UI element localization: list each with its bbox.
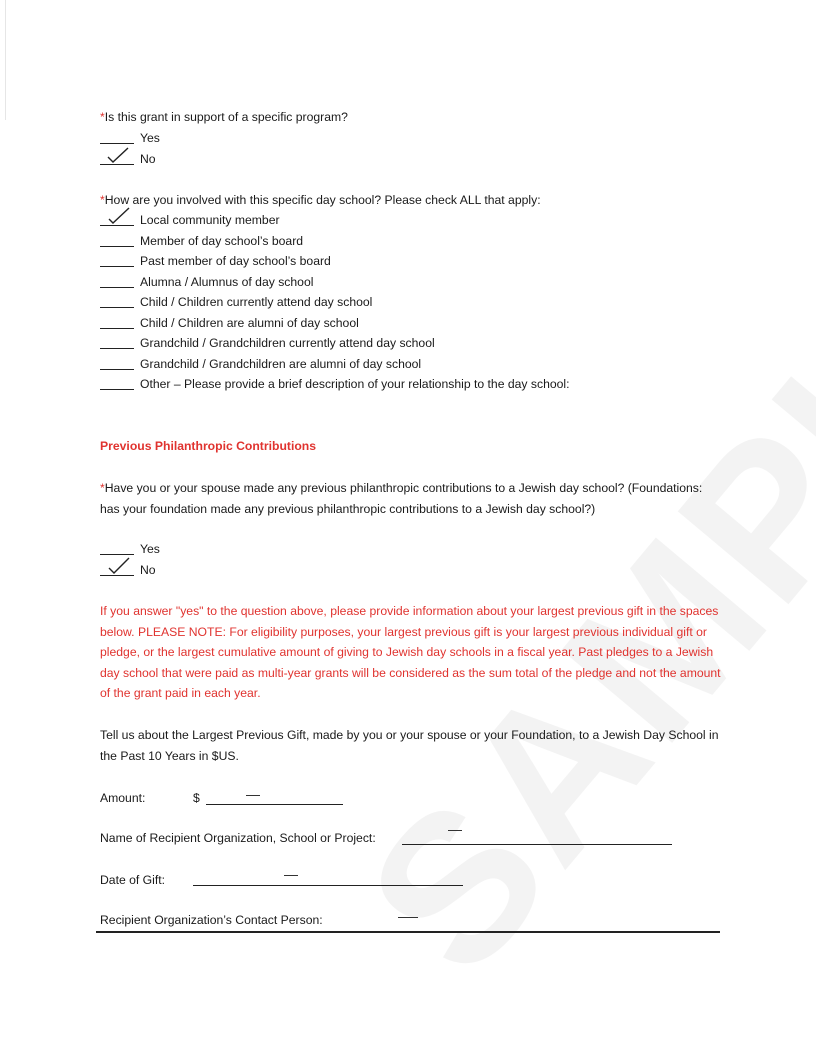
- previous-contributions-question: *Have you or your spouse made any previous philanthropic contributions to a Jewish day school? (Foundations: has your foundation made any previous philanthropic contributions to a Jewish day school?): [100, 481, 703, 516]
- checkmark-icon: [104, 145, 130, 165]
- amount-label: Amount:: [100, 791, 146, 805]
- answer-blank[interactable]: [100, 233, 134, 247]
- checkmark-icon: [104, 556, 130, 576]
- involvement-option[interactable]: Local community member: [100, 212, 280, 228]
- answer-blank[interactable]: [100, 376, 134, 390]
- gift-intro: Tell us about the Largest Previous Gift, made by you or your spouse or your Foundation, to a Jewish Day School in the Past 10 Years in $US.: [100, 728, 719, 763]
- date-label: Date of Gift:: [100, 873, 166, 887]
- involvement-option[interactable]: Past member of day school’s board: [100, 253, 331, 269]
- involvement-option[interactable]: Alumna / Alumnus of day school: [100, 274, 313, 290]
- answer-blank[interactable]: [100, 562, 134, 576]
- answer-blank[interactable]: [100, 335, 134, 349]
- involvement-option[interactable]: Child / Children are alumni of day school: [100, 315, 359, 331]
- answer-blank[interactable]: [100, 212, 134, 226]
- scan-edge: [5, 0, 6, 120]
- currency-symbol: $: [193, 791, 200, 805]
- amount-field[interactable]: [206, 803, 343, 805]
- recipient-label: Name of Recipient Organization, School or Project:: [100, 831, 376, 845]
- program-question: *Is this grant in support of a specific program?: [100, 110, 348, 124]
- dash-mark: [284, 875, 298, 876]
- answer-blank[interactable]: [100, 151, 134, 165]
- date-field[interactable]: [193, 884, 463, 886]
- required-asterisk: *: [100, 481, 105, 495]
- answer-blank[interactable]: [100, 541, 134, 555]
- program-option-yes[interactable]: Yes: [100, 130, 160, 146]
- answer-blank[interactable]: [100, 356, 134, 370]
- dash-mark: [448, 830, 462, 831]
- checkmark-icon: [104, 206, 130, 226]
- eligibility-notice: If you answer "yes" to the question above, please provide information about your largest previous gift in the spaces below. PLEASE NOTE: For eligibility purposes, your largest previous gift is your largest previous individual gift or pledge, or the largest cumulative amount of giving to Jewish day schools in a fiscal year. Past pledges to a Jewish day school that were paid as multi-year grants will be considered as the sum total of the pledge and not the amount of the grant paid in each year.: [100, 604, 721, 700]
- contact-label: Recipient Organization’s Contact Person:: [100, 913, 323, 927]
- involvement-option[interactable]: Child / Children currently attend day school: [100, 294, 372, 310]
- previous-option-no[interactable]: No: [100, 562, 156, 578]
- answer-blank[interactable]: [100, 253, 134, 267]
- section-title: Previous Philanthropic Contributions: [100, 439, 317, 453]
- dash-mark: [398, 917, 418, 918]
- involvement-question: *How are you involved with this specific day school? Please check ALL that apply:: [100, 193, 541, 207]
- involvement-option-other[interactable]: Other – Please provide a brief description of your relationship to the day school:: [100, 376, 570, 392]
- program-option-no[interactable]: No: [100, 151, 156, 167]
- answer-blank[interactable]: [100, 130, 134, 144]
- required-asterisk: *: [100, 193, 105, 207]
- involvement-option[interactable]: Grandchild / Grandchildren are alumni of day school: [100, 356, 421, 372]
- contact-field-rule[interactable]: [96, 931, 720, 933]
- dash-mark: [246, 795, 260, 796]
- involvement-option[interactable]: Grandchild / Grandchildren currently attend day school: [100, 335, 435, 351]
- previous-option-yes[interactable]: Yes: [100, 541, 160, 557]
- involvement-option[interactable]: Member of day school’s board: [100, 233, 303, 249]
- answer-blank[interactable]: [100, 274, 134, 288]
- answer-blank[interactable]: [100, 315, 134, 329]
- answer-blank[interactable]: [100, 294, 134, 308]
- required-asterisk: *: [100, 110, 105, 124]
- recipient-field[interactable]: [402, 843, 672, 845]
- sample-watermark: [320, 164, 816, 1017]
